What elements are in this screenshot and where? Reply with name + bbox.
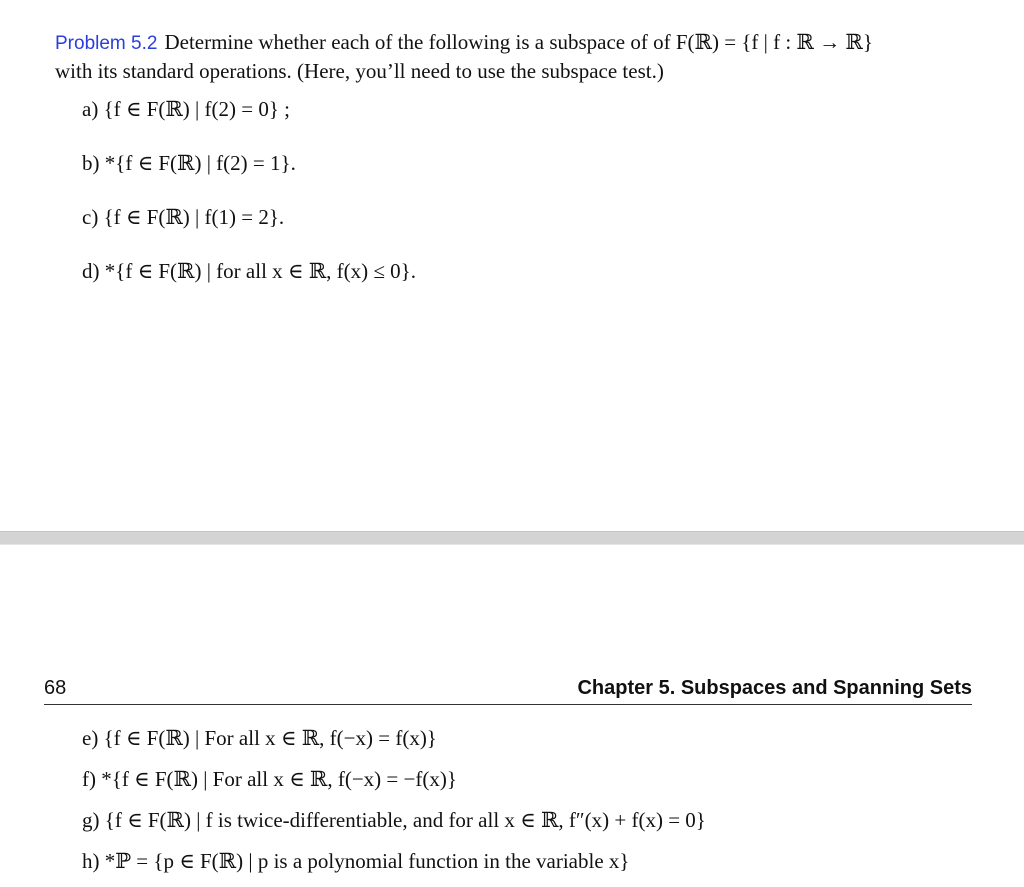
- item-c: c) {f ∈ F(ℝ) | f(1) = 2}.: [82, 205, 285, 229]
- running-head: [44, 676, 972, 705]
- item-g: g) {f ∈ F(ℝ) | f is twice-differentiable, and for all x ∈ ℝ, f″(x) + f(x) = 0}: [82, 808, 706, 832]
- item-b: b) *{f ∈ F(ℝ) | f(2) = 1}.: [82, 151, 296, 175]
- item-a: a) {f ∈ F(ℝ) | f(2) = 0} ;: [82, 97, 290, 121]
- chapter-title: Chapter 5. Subspaces and Spanning Sets: [577, 677, 972, 699]
- item-h: h) *ℙ = {p ∈ F(ℝ) | p is a polynomial function in the variable x}: [82, 849, 630, 873]
- problem-statement-text: Determine whether each of the following is a subspace of of F(ℝ) = {f | f : ℝ → ℝ}: [164, 30, 873, 54]
- item-e: e) {f ∈ F(ℝ) | For all x ∈ ℝ, f(−x) = f(x)}: [82, 726, 437, 750]
- page-bottom: [0, 545, 1024, 887]
- item-f: f) *{f ∈ F(ℝ) | For all x ∈ ℝ, f(−x) = −f(x)}: [82, 767, 457, 791]
- problem-statement-line-1: [55, 29, 873, 57]
- item-d: d) *{f ∈ F(ℝ) | for all x ∈ ℝ, f(x) ≤ 0}.: [82, 259, 416, 283]
- page-separator: [0, 531, 1024, 545]
- problem-statement-line-2: with its standard operations. (Here, you’ll need to use the subspace test.): [55, 59, 664, 83]
- problem-label: Problem 5.2: [55, 33, 158, 54]
- page-number: 68: [44, 677, 67, 699]
